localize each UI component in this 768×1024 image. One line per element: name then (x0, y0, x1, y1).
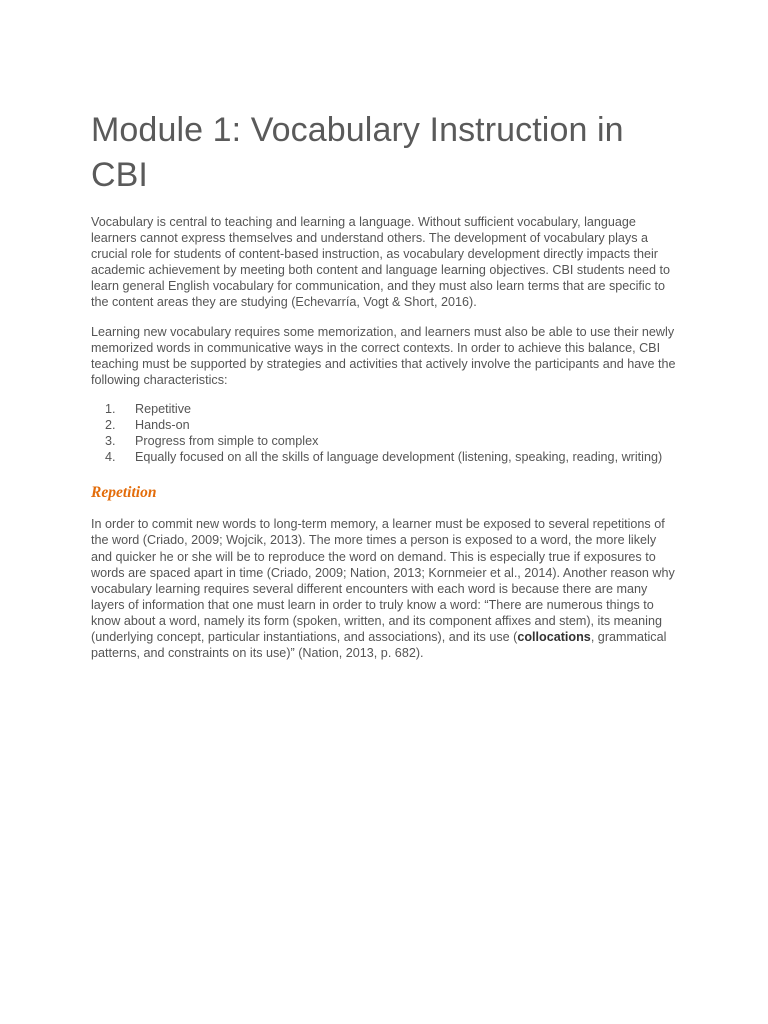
document-page (91, 108, 679, 674)
intro-paragraph: Vocabulary is central to teaching and learning a language. Without sufficient vocabulary, language learners cannot express themselves and understand others. The development of vocabulary plays a crucial role for students of content-based instruction, as vocabulary development directly impacts their academic achievement by meeting both content and language learning objectives. CBI students need to learn general English vocabulary for communication, and they must also learn terms that are specific to the content areas they are studying (Echevarría, Vogt & Short, 2016). (91, 215, 670, 310)
repetition-paragraph (91, 516, 679, 661)
characteristics-list (91, 401, 679, 465)
list-item-number: 1. (105, 401, 116, 416)
list-item (91, 417, 679, 433)
list-item-number: 2. (105, 418, 116, 433)
list-item-text: Repetitive (135, 401, 192, 416)
repetition-text-start: In order to commit new words to long-term memory, a learner must be exposed to several repetitions of the word (Criado, 2009; Wojcik, 2013). The more times a person is exposed to a word, the more likely and quicker he or she will be to reproduce the word on demand. This is especially true if exposures to words are spaced apart in time (Criado, 2009; Nation, 2013; Kornmeier et al., 2014). Another reason why vocabulary learning requires several different encounters with each word is because there are many layers of information that one must learn in order to truly know a word: “There are numerous things to know about a word, namely its form (spoken, written, and its component affixes and stem), its meaning (underlying concept, particular instantiations, and associations), and its use ( (91, 517, 675, 644)
page-title: Module 1: Vocabulary Instruction in CBI (91, 111, 624, 194)
list-item-text: Progress from simple to complex (135, 434, 319, 449)
characteristics-paragraph: Learning new vocabulary requires some memorization, and learners must also be able to use their newly memorized words in communicative ways in the correct contexts. In order to achieve this balance, CBI teaching must be supported by strategies and activities that actively involve the participants and have the following characteristics: (91, 324, 676, 387)
list-item-number: 4. (105, 450, 116, 465)
section-heading-repetition: Repetition (91, 484, 157, 502)
list-item-number: 3. (105, 434, 116, 449)
list-item (91, 449, 679, 465)
list-item (91, 433, 679, 449)
bold-term: collocations (517, 629, 591, 644)
list-item-text: Hands-on (135, 418, 190, 433)
list-item-text: Equally focused on all the skills of language development (listening, speaking, reading, writing) (135, 450, 663, 465)
repetition-text-end: , grammatical patterns, and constraints on its use)” (Nation, 2013, p. 682). (91, 629, 667, 661)
list-item (91, 401, 679, 417)
